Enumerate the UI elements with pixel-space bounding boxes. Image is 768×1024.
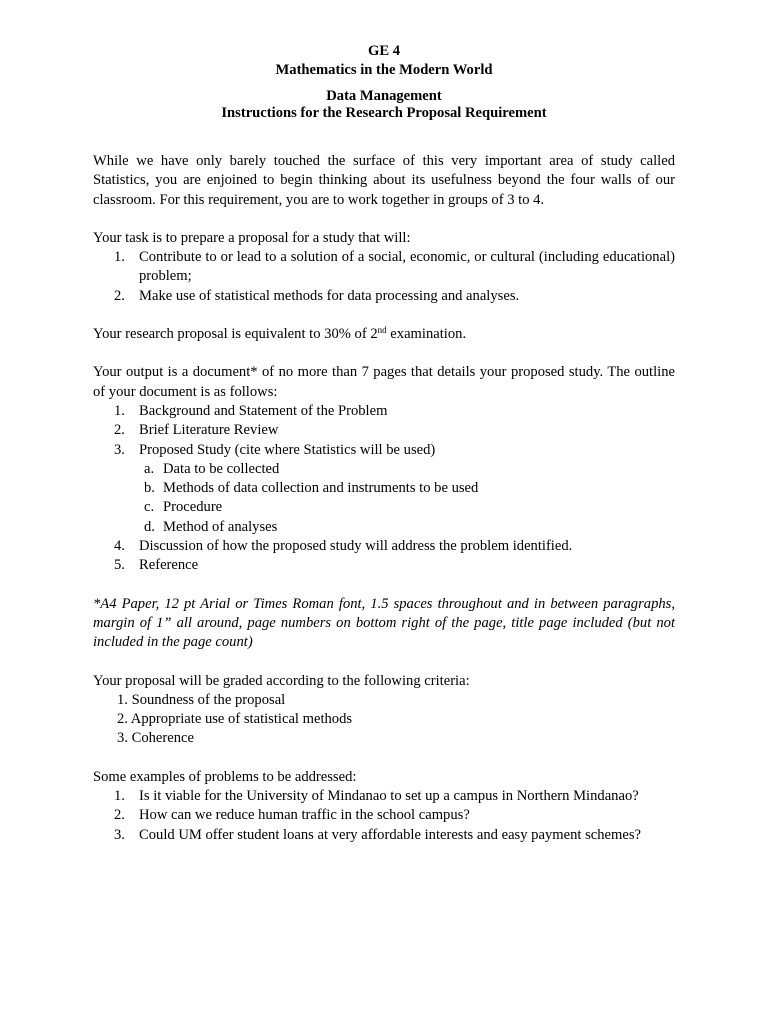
criteria-list — [93, 691, 675, 749]
list-text: Contribute to or lead to a solution of a social, economic, or cultural (including educational) problem; — [139, 249, 675, 285]
sublist-text: Method of analyses — [163, 518, 278, 535]
list-text: Reference — [139, 557, 199, 574]
sublist-letter: c. — [144, 499, 155, 516]
list-item — [93, 248, 675, 287]
list-item — [93, 537, 675, 556]
proposed-study-sublist — [93, 460, 675, 537]
list-item — [93, 287, 675, 306]
list-number: 3. — [114, 826, 125, 843]
list-text: Could UM offer student loans at very affordable interests and easy payment schemes? — [139, 826, 641, 843]
list-number: 4. — [114, 538, 125, 555]
list-text: Discussion of how the proposed study will address the problem identified. — [139, 538, 573, 555]
list-text: Brief Literature Review — [139, 422, 279, 439]
list-item — [93, 826, 675, 845]
examples-list — [93, 787, 675, 845]
list-item — [93, 787, 675, 806]
examples-lead: Some examples of problems to be addressed: — [93, 768, 357, 785]
list-text: Make use of statistical methods for data processing and analyses. — [139, 287, 520, 304]
criteria-item: 3. Coherence — [117, 730, 194, 747]
sublist-text: Methods of data collection and instruments to be used — [163, 480, 479, 497]
list-number: 5. — [114, 557, 125, 574]
list-text: Background and Statement of the Problem — [139, 402, 388, 419]
list-number: 1. — [114, 249, 125, 266]
weight-text-end: examination. — [386, 326, 467, 343]
sublist-item — [93, 479, 675, 498]
criteria-item: 2. Appropriate use of statistical methods — [117, 711, 353, 728]
course-title: Mathematics in the Modern World — [275, 62, 493, 78]
outline-list — [93, 402, 675, 576]
list-number: 1. — [114, 788, 125, 805]
sublist-text: Data to be collected — [163, 460, 280, 477]
task-list — [93, 248, 675, 306]
criteria-lead: Your proposal will be graded according to the following criteria: — [93, 672, 470, 689]
list-text: How can we reduce human traffic in the school campus? — [139, 807, 470, 824]
task-lead: Your task is to prepare a proposal for a study that will: — [93, 229, 411, 246]
document-body — [93, 152, 675, 845]
topic-heading: Data Management — [326, 88, 442, 104]
weight-paragraph — [93, 325, 675, 344]
sublist-letter: d. — [144, 518, 155, 535]
list-text: Is it viable for the University of Mindanao to set up a campus in Northern Mindanao? — [139, 788, 639, 805]
list-text: Proposed Study (cite where Statistics will be used) — [139, 441, 436, 458]
list-item — [93, 421, 675, 440]
ordinal-suffix: nd — [377, 325, 387, 336]
sublist-text: Procedure — [163, 499, 223, 516]
sublist-item — [93, 518, 675, 537]
course-code: GE 4 — [367, 43, 401, 59]
weight-text: Your research proposal is equivalent to 30% of 2 — [93, 326, 378, 343]
list-number: 2. — [114, 287, 125, 304]
list-number: 2. — [114, 807, 125, 824]
list-item — [93, 806, 675, 825]
output-lead: Your output is a document* of no more than 7 pages that details your proposed study. The outline of your document is as follows: — [93, 364, 675, 400]
list-number: 1. — [114, 402, 125, 419]
document-subtitle: Instructions for the Research Proposal Requirement — [221, 105, 547, 121]
list-item — [93, 556, 675, 575]
list-item — [93, 402, 675, 421]
sublist-item — [93, 460, 675, 479]
sublist-letter: a. — [144, 460, 155, 477]
format-note: *A4 Paper, 12 pt Arial or Times Roman font, 1.5 spaces throughout and in between paragraphs, margin of 1” all around, page numbers on bottom right of the page, title page included (but not included in the page count) — [93, 595, 675, 651]
list-number: 2. — [114, 422, 125, 439]
list-number: 3. — [114, 441, 125, 458]
sublist-letter: b. — [144, 480, 155, 497]
intro-paragraph: While we have only barely touched the surface of this very important area of study called Statistics, you are enjoined to begin thinking about its usefulness beyond the four walls of our classroom. For this requirement, you are to work together in groups of 3 to 4. — [93, 153, 675, 208]
list-item — [93, 441, 675, 537]
sublist-item — [93, 498, 675, 517]
criteria-item: 1. Soundness of the proposal — [117, 691, 286, 708]
